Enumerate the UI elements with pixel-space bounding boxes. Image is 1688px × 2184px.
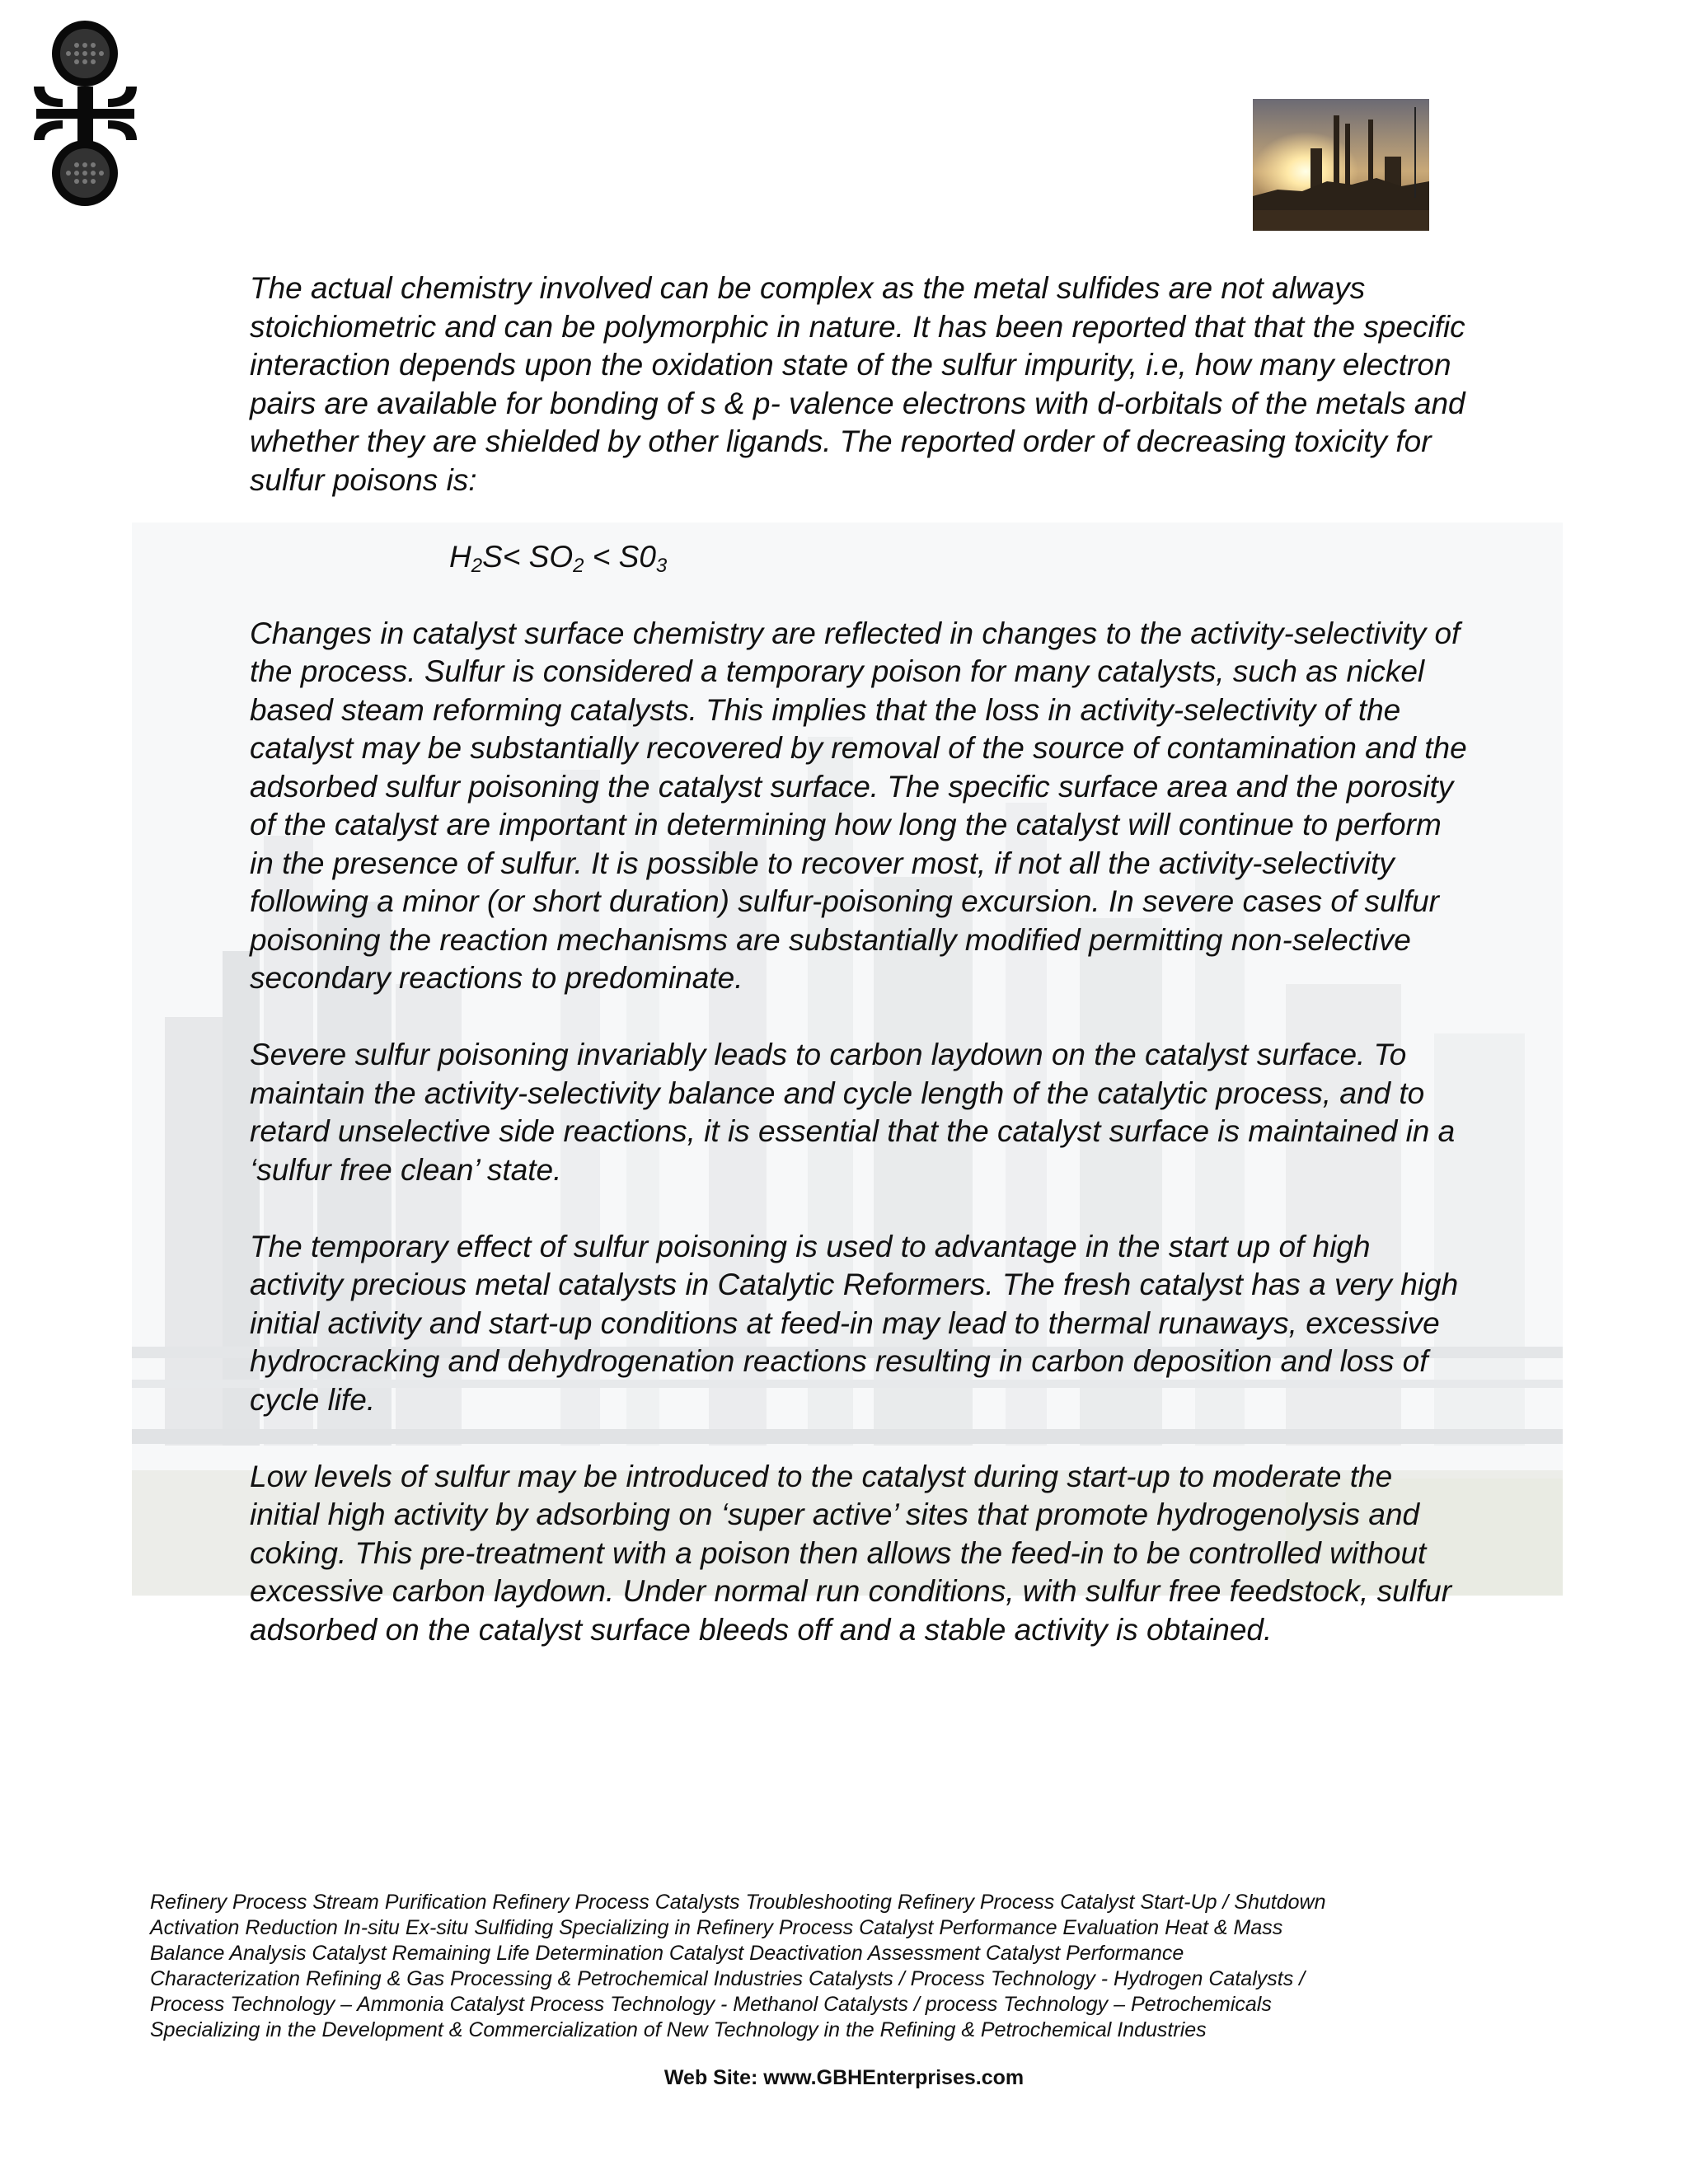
formula-h-sub: 2 [471,554,483,577]
footer-keywords: Refinery Process Stream Purification Refinery Process Catalysts Troubleshooting Refinery Process Catalyst Start-Up / Shutdown Activation Reduction In-situ Ex-situ Sulfiding Specializing in Refinery Process Catalyst Performance Evaluation Heat & Mass Balance Analysis Catalyst Remaining Life Determination Catalyst Deactivation Assessment Catalyst Performance Characterization Refining & Gas Processing & Petrochemical Industries Catalysts / Process Technology - Hydrogen Catalysts / Process Technology – Ammonia Catalyst Process Technology - Methanol Catalysts / process Technology – Petrochemicals Specializing in the Development & Commercialization of New Technology in the Refining & Petrochemical Industries [150,1891,1326,2041]
sunset-refinery-image [1253,99,1429,231]
refinery-sunset-thumbnail [1253,99,1429,231]
formula-so3-sub: 3 [655,554,668,577]
website-link: Web Site: www.GBHEnterprises.com [663,2066,1025,2089]
formula-so2-sub: 2 [573,554,584,577]
paragraph-severe-poisoning: Severe sulfur poisoning invariably leads to carbon laydown on the catalyst surface. To maintain the activity-selectivity balance and cycle length of the catalytic process, and to retard unselective side reactions, it is essential that the catalyst surface is maintained in a ‘sulfur free clean’ state. [250,1038,1456,1187]
company-logo [30,16,141,210]
formula-h: H [449,539,471,574]
paragraph-temporary-effect: The temporary effect of sulfur poisoning is used to advantage in the start up of high activity precious metal catalysts in Catalytic Reformers. The fresh catalyst has a very high initial activity and start-up conditions at feed-in may lead to thermal runaways, excessive hydrocracking and dehydrogenation reactions resulting in carbon deposition and loss of cycle life. [250,1229,1459,1417]
paragraph-chemistry: The actual chemistry involved can be complex as the metal sulfides are not always stoichiometric and can be polymorphic in nature. It has been reported that that the specific interaction depends upon the oxidation state of the sulfur impurity, i.e, how many electron pairs are available for bonding of s & p- valence electrons with d-orbitals of the metals and whether they are shielded by other ligands. The reported order of decreasing toxicity for sulfur poisons is: [250,271,1465,497]
formula-s-so: S< SO [482,539,574,574]
article-body [250,269,1470,1688]
formula-lt-so: < S0 [584,539,656,574]
logo-symbol-icon [30,16,141,210]
sulfur-toxicity-formula [449,538,1470,577]
paragraph-low-levels: Low levels of sulfur may be introduced to the catalyst during start-up to moderate the initial high activity by adsorbing on ‘super active’ sites that promote hydrogenolysis and coking. This pre-treatment with a poison then allows the feed-in to be controlled without excessive carbon laydown. Under normal run conditions, with sulfur free feedstock, sulfur adsorbed on the catalyst surface bleeds off and a stable activity is obtained. [250,1459,1452,1647]
paragraph-surface-chemistry: Changes in catalyst surface chemistry are reflected in changes to the activity-selectivity of the process. Sulfur is considered a temporary poison for many catalysts, such as nickel based steam reforming catalysts. This implies that the loss in activity-selectivity of the catalyst may be substantially recovered by removal of the source of contamination and the adsorbed sulfur poisoning the catalyst surface. The specific surface area and the porosity of the catalyst are important in determining how long the catalyst will continue to perform in the presence of sulfur. It is possible to recover most, if not all the activity-selectivity following a minor (or short duration) sulfur-poisoning excursion. In severe cases of sulfur poisoning the reaction mechanisms are substantially modified permitting non-selective secondary reactions to predominate. [250,616,1467,995]
